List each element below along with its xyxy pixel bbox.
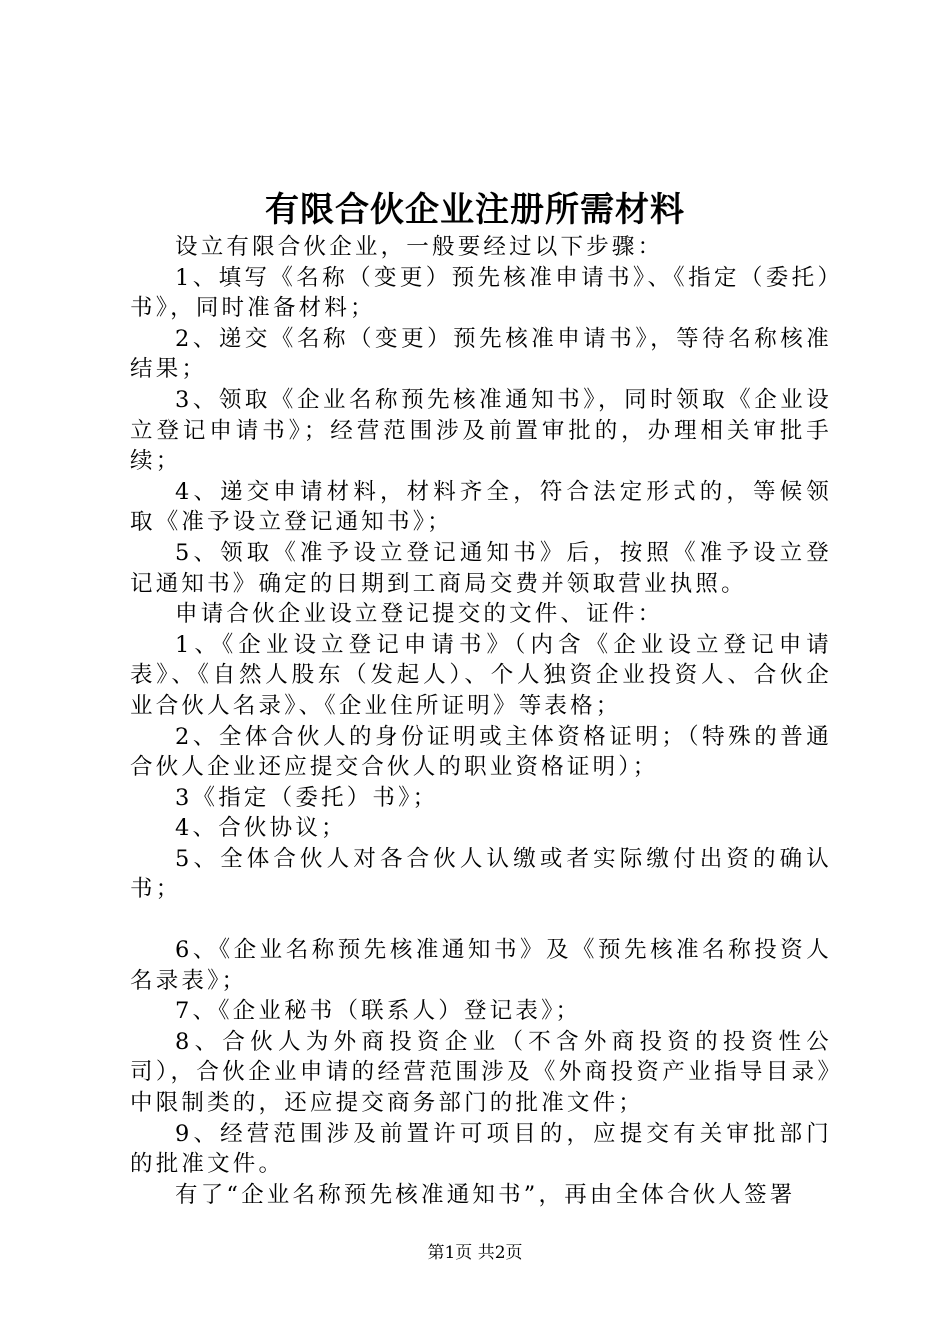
paragraph-doc-2: 2、全体合伙人的身份证明或主体资格证明；（特殊的普通合伙人企业还应提交合伙人的职业资格证明）； [130, 723, 832, 781]
paragraph-documents-heading: 申请合伙企业设立登记提交的文件、证件： [175, 601, 664, 628]
paragraph-intro: 设立有限合伙企业，一般要经过以下步骤： [175, 234, 664, 260]
paragraph-doc-3: 3《指定（委托）书》； [175, 784, 439, 811]
paragraph-doc-8: 8、合伙人为外商投资企业（不含外商投资的投资性公司），合伙企业申请的经营范围涉及《外商投资产业指导目录》中限制类的，还应提交商务部门的批准文件； [130, 1028, 832, 1117]
paragraph-doc-5: 5、全体合伙人对各合伙人认缴或者实际缴付出资的确认书； [130, 845, 832, 903]
paragraph-step-2: 2、递交《名称（变更）预先核准申请书》，等待名称核准结果； [130, 325, 832, 383]
page-title: 有限合伙企业注册所需材料 [265, 190, 685, 230]
paragraph-doc-7: 7、《企业秘书（联系人）登记表》； [175, 998, 582, 1025]
paragraph-step-5: 5、领取《准予设立登记通知书》后，按照《准予设立登记通知书》确定的日期到工商局交费并领取营业执照。 [130, 539, 832, 597]
paragraph-step-1: 1、填写《名称（变更）预先核准申请书》、《指定（委托）书》，同时准备材料； [130, 264, 832, 322]
paragraph-doc-6: 6、《企业名称预先核准通知书》及《预先核准名称投资人名录表》； [130, 937, 832, 994]
blank-line [130, 905, 832, 935]
paragraph-doc-9: 9、经营范围涉及前置许可项目的，应提交有关审批部门的批准文件。 [130, 1120, 832, 1178]
paragraph-step-4: 4、递交申请材料，材料齐全，符合法定形式的，等候领取《准予设立登记通知书》； [130, 478, 832, 536]
paragraph-step-3: 3、领取《企业名称预先核准通知书》，同时领取《企业设立登记申请书》；经营范围涉及前置审批的，办理相关审批手续； [130, 386, 832, 475]
paragraph-closing: 有了“企业名称预先核准通知书”，再由全体合伙人签署 [175, 1181, 796, 1208]
page-footer: 第1页 共2页 [427, 1243, 523, 1263]
document-body [130, 232, 832, 1210]
paragraph-doc-4: 4、合伙协议； [175, 815, 347, 842]
paragraph-doc-1: 1、《企业设立登记申请书》（内含《企业设立登记申请表》、《自然人股东（发起人）、个人独资企业投资人、合伙企业合伙人名录》、《企业住所证明》等表格； [130, 631, 832, 719]
